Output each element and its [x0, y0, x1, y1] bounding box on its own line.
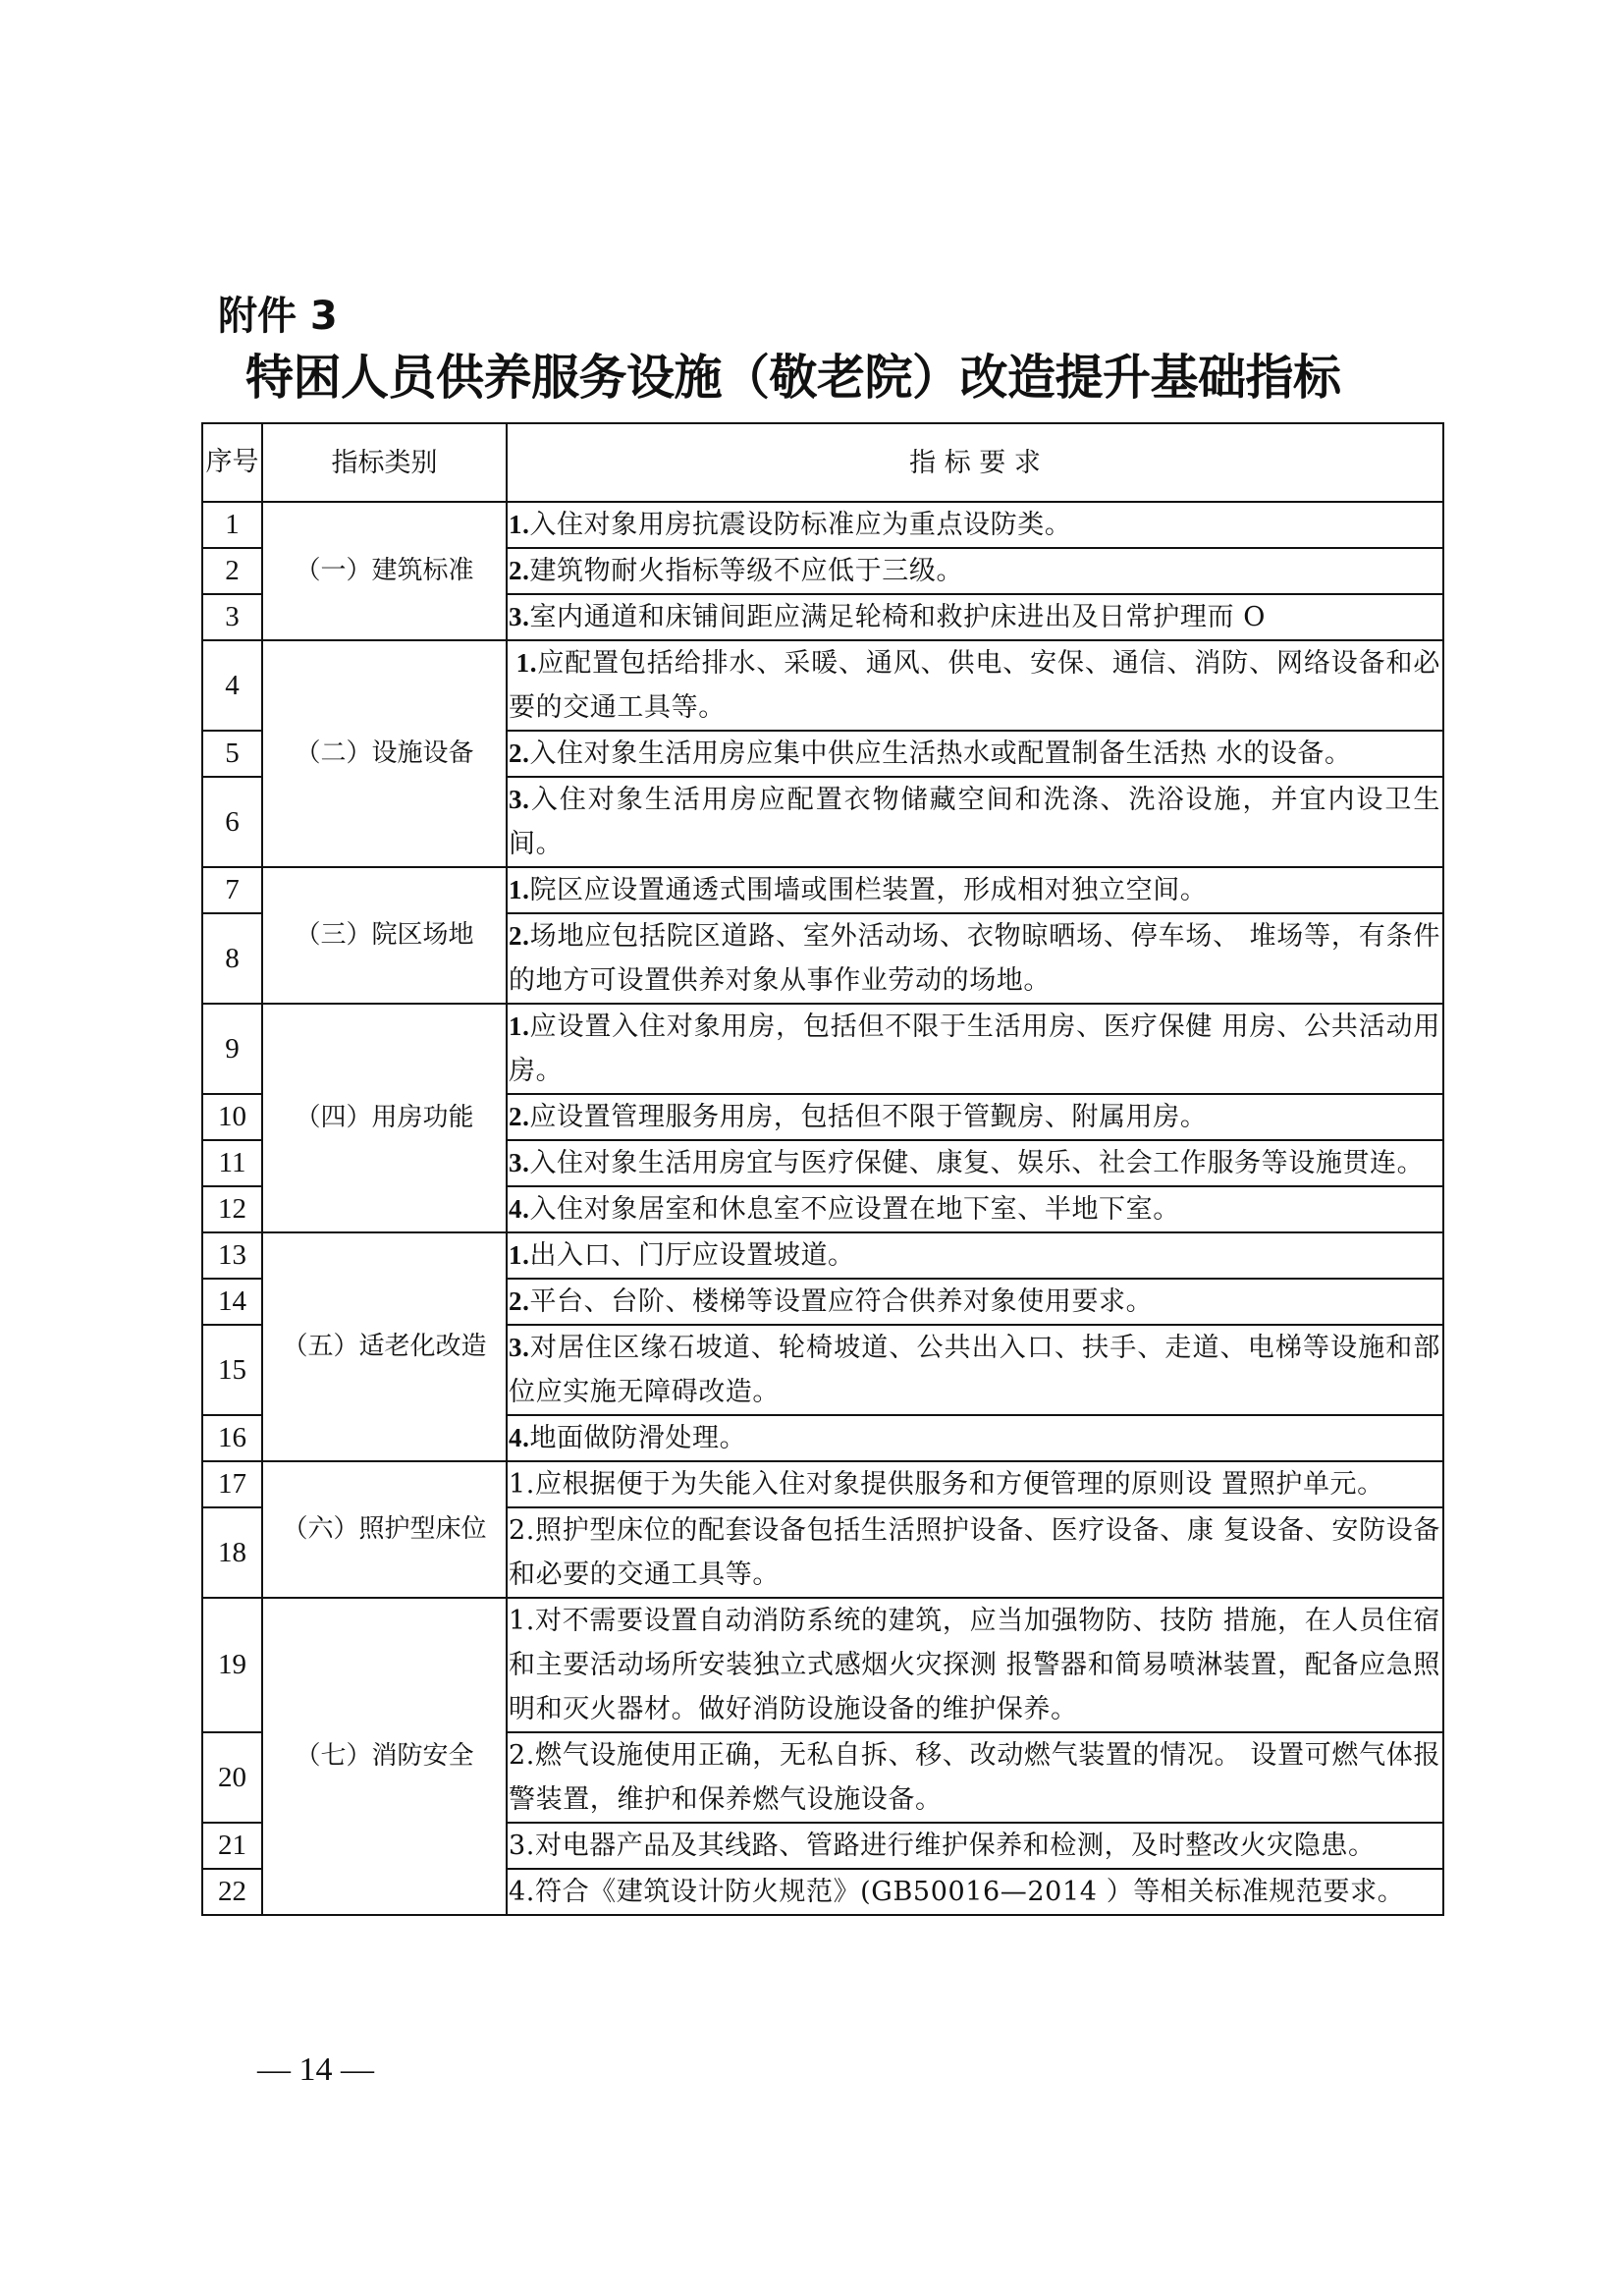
requirement-number: 4. — [509, 1423, 530, 1452]
requirement-text: 室内通道和床铺间距应满足轮椅和救护床进出及日常护理而 O — [529, 602, 1266, 632]
row-number: 3 — [202, 594, 262, 640]
indicator-table — [201, 422, 1444, 1916]
requirement-text: 平台、台阶、楼梯等设置应符合供养对象使用要求。 — [529, 1286, 1154, 1317]
requirement-text: 地面做防滑处理。 — [529, 1423, 747, 1453]
requirement-cell — [507, 548, 1443, 594]
requirement-text: 对电器产品及其线路、管路进行维护保养和检测，及时整改火灾隐患。 — [534, 1831, 1376, 1861]
row-number: 19 — [202, 1598, 262, 1732]
requirement-cell — [507, 1823, 1443, 1869]
requirement-cell — [507, 1232, 1443, 1279]
requirement-text: 符合《建筑设计防火规范》(GB50016—2014 ）等相关标准规范要求。 — [534, 1877, 1405, 1907]
row-number: 5 — [202, 731, 262, 777]
requirement-number: 1. — [509, 510, 530, 539]
requirement-text: 建筑物耐火指标等级不应低于三级。 — [529, 556, 964, 586]
row-number: 7 — [202, 867, 262, 913]
row-number: 6 — [202, 777, 262, 867]
requirement-cell — [507, 1004, 1443, 1094]
requirement-number: 2. — [509, 556, 530, 585]
row-number: 13 — [202, 1232, 262, 1279]
requirement-text: 应设置管理服务用房，包括但不限于管觐房、附属用房。 — [529, 1102, 1208, 1132]
requirement-text: 入住对象生活用房应集中供应生活热水或配置制备生活热 水的设备。 — [529, 738, 1352, 769]
requirement-cell — [507, 1732, 1443, 1823]
requirement-number: 3. — [509, 1333, 530, 1362]
requirement-cell — [507, 1461, 1443, 1507]
requirement-cell — [507, 867, 1443, 913]
requirement-cell — [507, 1415, 1443, 1461]
category-cell: （六）照护型床位 — [262, 1461, 507, 1598]
header-number: 序号 — [202, 423, 262, 502]
table-row — [202, 1232, 1443, 1279]
indicator-table-container — [201, 422, 1442, 1916]
row-number: 14 — [202, 1279, 262, 1325]
row-number: 22 — [202, 1869, 262, 1915]
requirement-cell — [507, 640, 1443, 731]
requirement-number: 3. — [509, 785, 530, 814]
row-number: 17 — [202, 1461, 262, 1507]
requirement-number: 3. — [509, 602, 530, 631]
requirement-number: 4. — [509, 1194, 530, 1224]
requirement-cell — [507, 1140, 1443, 1186]
requirement-text: 应根据便于为失能入住对象提供服务和方便管理的原则设 置照护单元。 — [534, 1469, 1384, 1500]
requirement-number: 1. — [509, 648, 538, 678]
requirement-text: 出入口、门厅应设置坡道。 — [529, 1240, 855, 1271]
table-row — [202, 1461, 1443, 1507]
table-body — [202, 502, 1443, 1915]
category-cell: （四）用房功能 — [262, 1004, 507, 1232]
requirement-number: 3. — [509, 1148, 530, 1177]
header-category: 指标类别 — [262, 423, 507, 502]
row-number: 1 — [202, 502, 262, 548]
row-number: 18 — [202, 1507, 262, 1598]
table-header-row — [202, 423, 1443, 502]
requirement-cell — [507, 1186, 1443, 1232]
requirement-number: 2. — [509, 1740, 535, 1771]
requirement-cell — [507, 1598, 1443, 1732]
requirement-text: 场地应包括院区道路、室外活动场、衣物晾晒场、停车场、 堆场等，有条件的地方可设置供养对象从事作业劳动的场地。 — [509, 921, 1440, 996]
requirement-text: 入住对象用房抗震设防标准应为重点设防类。 — [529, 510, 1072, 540]
row-number: 15 — [202, 1325, 262, 1415]
requirement-cell — [507, 1279, 1443, 1325]
requirement-number: 2. — [509, 1515, 535, 1546]
requirement-text: 应配置包括给排水、采暖、通风、供电、安保、通信、消防、网络设备和必要的交通工具等。 — [509, 648, 1440, 723]
row-number: 21 — [202, 1823, 262, 1869]
category-cell: （二）设施设备 — [262, 640, 507, 867]
requirement-text: 照护型床位的配套设备包括生活照护设备、医疗设备、康 复设备、安防设备和必要的交通工具等。 — [509, 1515, 1440, 1590]
row-number: 20 — [202, 1732, 262, 1823]
category-cell: （三）院区场地 — [262, 867, 507, 1004]
requirement-text: 院区应设置通透式围墙或围栏装置，形成相对独立空间。 — [529, 875, 1208, 905]
requirement-text: 入住对象居室和休息室不应设置在地下室、半地下室。 — [529, 1194, 1180, 1225]
row-number: 4 — [202, 640, 262, 731]
requirement-number: 1. — [509, 875, 530, 904]
category-cell: （七）消防安全 — [262, 1598, 507, 1915]
requirement-number: 1. — [509, 1011, 530, 1041]
row-number: 9 — [202, 1004, 262, 1094]
requirement-text: 应设置入住对象用房，包括但不限于生活用房、医疗保健 用房、公共活动用房。 — [509, 1011, 1440, 1086]
row-number: 10 — [202, 1094, 262, 1140]
requirement-number: 3. — [509, 1831, 535, 1861]
row-number: 2 — [202, 548, 262, 594]
category-cell: （一）建筑标准 — [262, 502, 507, 640]
requirement-number: 2. — [509, 1102, 530, 1131]
requirement-text: 入住对象生活用房宜与医疗保健、康复、娱乐、社会工作服务等设施贯连。 — [529, 1148, 1425, 1178]
row-number: 11 — [202, 1140, 262, 1186]
row-number: 16 — [202, 1415, 262, 1461]
requirement-cell — [507, 1325, 1443, 1415]
requirement-number: 4. — [509, 1877, 535, 1907]
requirement-number: 2. — [509, 921, 530, 951]
requirement-cell — [507, 594, 1443, 640]
requirement-text: 对居住区缘石坡道、轮椅坡道、公共出入口、扶手、走道、电梯等设施和部位应实施无障碍改造。 — [509, 1333, 1440, 1407]
row-number: 8 — [202, 913, 262, 1004]
requirement-cell — [507, 777, 1443, 867]
requirement-cell — [507, 731, 1443, 777]
requirement-text: 入住对象生活用房应配置衣物储藏空间和洗涤、洗浴设施，并宜内设卫生间。 — [509, 785, 1440, 859]
requirement-number: 2. — [509, 738, 530, 768]
row-number: 12 — [202, 1186, 262, 1232]
requirement-cell — [507, 502, 1443, 548]
requirement-text: 燃气设施使用正确，无私自拆、移、改动燃气装置的情况。 设置可燃气体报警装置，维护和保养燃气设施设备。 — [509, 1740, 1440, 1815]
table-row — [202, 640, 1443, 731]
requirement-number: 2. — [509, 1286, 530, 1316]
requirement-text: 对不需要设置自动消防系统的建筑，应当加强物防、技防 措施，在人员住宿和主要活动场所安装独立式感烟火灾探测 报警器和简易喷淋装置，配备应急照明和灭火器材。做好消防设施设备的维护保养。 — [509, 1606, 1440, 1724]
document-title: 特困人员供养服务设施（敬老院）改造提升基础指标 — [245, 350, 1341, 406]
requirement-number: 1. — [509, 1606, 535, 1636]
page-number: — 14 — — [257, 2051, 374, 2088]
requirement-cell — [507, 1869, 1443, 1915]
requirement-cell — [507, 1507, 1443, 1598]
table-row — [202, 1598, 1443, 1732]
table-row — [202, 1004, 1443, 1094]
requirement-cell — [507, 913, 1443, 1004]
table-row — [202, 867, 1443, 913]
attachment-label: 附件 3 — [218, 294, 338, 339]
requirement-number: 1. — [509, 1469, 535, 1500]
requirement-number: 1. — [509, 1240, 530, 1270]
category-cell: （五）适老化改造 — [262, 1232, 507, 1461]
requirement-cell — [507, 1094, 1443, 1140]
table-row — [202, 502, 1443, 548]
header-requirement: 指 标 要 求 — [507, 423, 1443, 502]
